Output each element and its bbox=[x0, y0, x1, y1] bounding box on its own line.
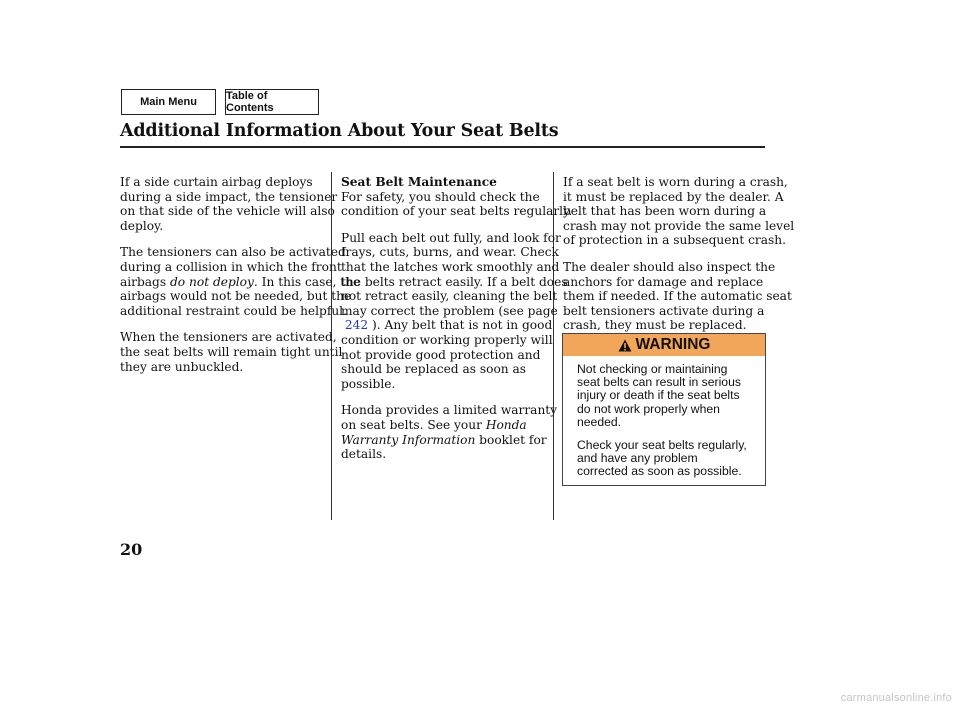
text-line: corrected as soon as possible. bbox=[577, 464, 742, 479]
text-line: the seat belts will remain tight until bbox=[120, 344, 343, 359]
main-menu-button[interactable]: Main Menu bbox=[121, 89, 216, 115]
text-line bbox=[341, 318, 572, 333]
text-line: If a seat belt is worn during a crash, bbox=[563, 175, 788, 189]
text-line: condition or working properly will bbox=[341, 332, 553, 347]
warning-paragraph-2 bbox=[577, 439, 747, 479]
emphasis-text: Honda bbox=[485, 417, 527, 432]
warning-triangle-icon bbox=[618, 339, 632, 352]
text-line: The tensioners can also be activated bbox=[120, 245, 346, 260]
text-line: during a collision in which the front bbox=[120, 259, 342, 274]
text-line: deploy. bbox=[120, 218, 164, 233]
text-line: Pull each belt out fully, and look for bbox=[341, 230, 561, 245]
text-line: When the tensioners are activated, bbox=[120, 330, 337, 345]
text-line: do not work properly when bbox=[577, 401, 720, 416]
title-divider bbox=[120, 146, 765, 148]
page-link-242[interactable]: 242 bbox=[344, 318, 369, 333]
text-line: they are unbuckled. bbox=[120, 359, 244, 374]
text-line: belt that has been worn during a bbox=[563, 204, 767, 219]
text-line: seat belts can result in serious bbox=[577, 375, 741, 390]
emphasis-text: Warranty Information bbox=[341, 432, 476, 447]
text-fragment: . In this case, the bbox=[253, 274, 361, 289]
text-line: possible. bbox=[341, 376, 396, 391]
text-line: crash, they must be replaced. bbox=[563, 318, 747, 333]
warning-text bbox=[577, 363, 747, 489]
text-line: The dealer should also inspect the bbox=[563, 259, 776, 274]
warning-header bbox=[563, 334, 765, 356]
text-line: during a side impact, the tensioner bbox=[120, 189, 338, 204]
text-line: Honda provides a limited warranty bbox=[341, 403, 558, 418]
text-fragment: ). Any belt that is not in good bbox=[368, 318, 553, 333]
warning-label: WARNING bbox=[635, 336, 711, 353]
text-line: and have any problem bbox=[577, 451, 698, 466]
text-line: airbags would not be needed, but the bbox=[120, 289, 352, 304]
page-number: 20 bbox=[120, 540, 143, 559]
text-line: additional restraint could be helpful. bbox=[120, 303, 347, 318]
text-line: not retract easily, cleaning the belt bbox=[341, 289, 558, 304]
text-fragment: airbags bbox=[120, 274, 170, 289]
text-line: anchors for damage and replace bbox=[563, 274, 764, 289]
table-of-contents-button[interactable]: Table of Contents bbox=[225, 89, 319, 115]
page-title: Additional Information About Your Seat Belts bbox=[120, 121, 559, 141]
text-line: them if needed. If the automatic seat bbox=[563, 289, 792, 304]
section-heading: Seat Belt Maintenance bbox=[341, 175, 497, 189]
text-line: frays, cuts, burns, and wear. Check bbox=[341, 245, 559, 260]
text-line: crash may not provide the same level bbox=[563, 218, 795, 233]
text-line: may correct the problem (see page bbox=[341, 303, 558, 318]
warning-paragraph-1 bbox=[577, 363, 747, 429]
left-paragraph-1 bbox=[120, 175, 360, 233]
right-paragraph-1 bbox=[563, 175, 794, 248]
text-line: Check your seat belts regularly, bbox=[577, 438, 747, 453]
emphasis-text: do not deploy bbox=[170, 274, 254, 289]
text-line: needed. bbox=[577, 414, 622, 429]
text-line: not provide good protection and bbox=[341, 347, 541, 362]
text-line: For safety, you should check the bbox=[341, 189, 540, 204]
text-line: that the latches work smoothly and bbox=[341, 259, 560, 274]
right-column bbox=[563, 175, 794, 345]
text-line: injury or death if the seat belts bbox=[577, 388, 740, 403]
warning-box bbox=[562, 333, 766, 486]
text-line: the belts retract easily. If a belt does bbox=[341, 274, 568, 289]
text-line bbox=[120, 275, 360, 290]
text-line bbox=[341, 418, 572, 433]
text-line: belt tensioners activate during a bbox=[563, 303, 765, 318]
text-line: condition of your seat belts regularly. bbox=[341, 204, 573, 219]
text-line: should be replaced as soon as bbox=[341, 362, 527, 377]
text-fragment: on seat belts. See your bbox=[341, 417, 486, 432]
watermark: carmanualsonline.info bbox=[840, 692, 952, 704]
text-fragment: booklet for bbox=[475, 432, 547, 447]
text-line: it must be replaced by the dealer. A bbox=[563, 189, 784, 204]
text-line: of protection in a subsequent crash. bbox=[563, 233, 786, 248]
left-column bbox=[120, 175, 360, 386]
middle-column bbox=[341, 175, 572, 474]
left-paragraph-2 bbox=[120, 245, 360, 318]
left-paragraph-3 bbox=[120, 330, 360, 374]
middle-paragraph-1 bbox=[341, 190, 572, 219]
text-line: Not checking or maintaining bbox=[577, 362, 728, 376]
middle-paragraph-2 bbox=[341, 231, 572, 392]
text-line bbox=[341, 433, 572, 448]
text-line: on that side of the vehicle will also bbox=[120, 204, 335, 219]
middle-paragraph-3 bbox=[341, 403, 572, 461]
text-line: details. bbox=[341, 447, 387, 462]
right-paragraph-2 bbox=[563, 260, 794, 333]
text-line: If a side curtain airbag deploys bbox=[120, 175, 313, 189]
